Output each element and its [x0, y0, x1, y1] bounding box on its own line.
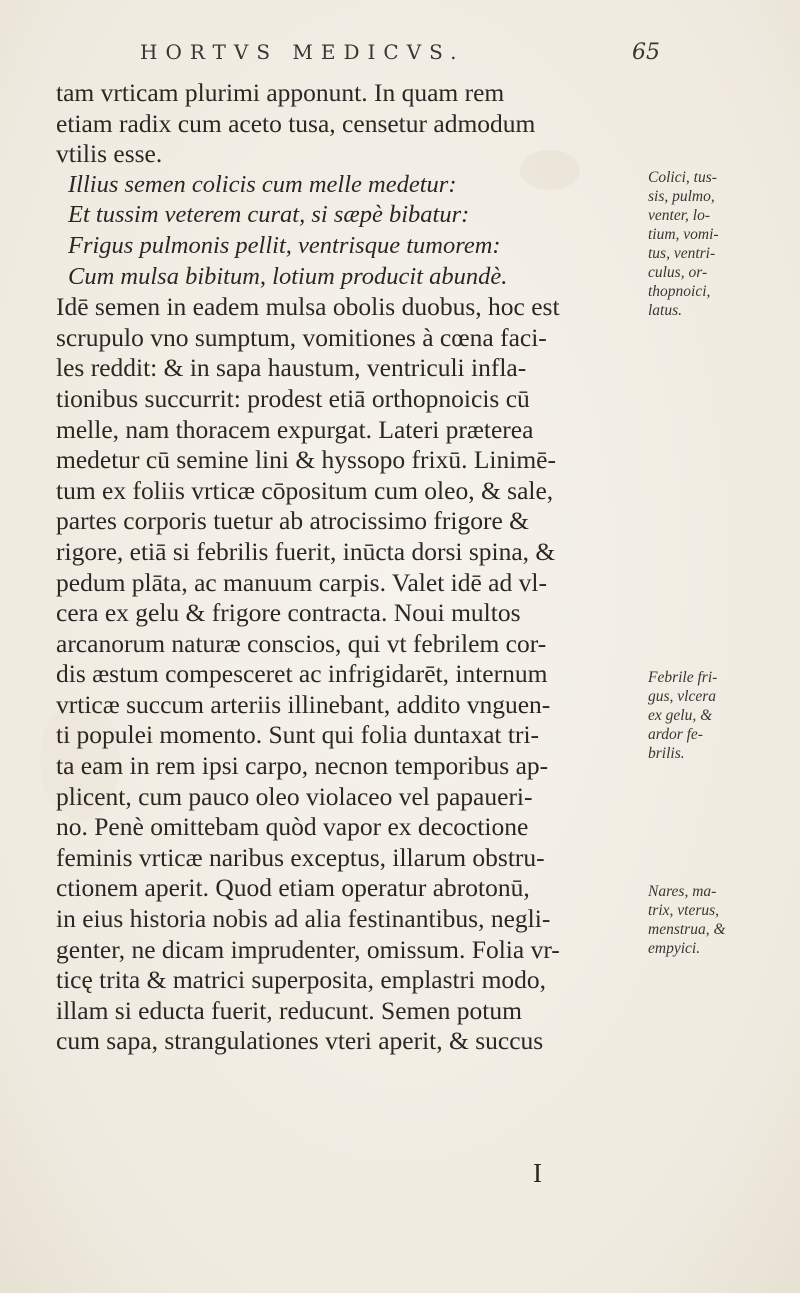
- text-line-20: dis æstum compesceret ac infrigidarēt, internum: [56, 659, 548, 689]
- verse-line-1: Illius semen colicis cum melle medetur:: [68, 170, 457, 198]
- text-line-31: illam si educta fuerit, reducunt. Semen potum: [56, 995, 522, 1025]
- text-line-9: scrupulo vno sumptum, vomitiones à cœna faci-: [56, 322, 547, 352]
- text-line-21: vrticæ succum arteriis illinebant, addito vnguen-: [56, 689, 551, 719]
- running-head: HORTVS MEDICVS.: [140, 40, 465, 64]
- marginal-note-colici: [648, 168, 788, 320]
- text-line-32: cum sapa, strangulationes vteri aperit, & succus: [56, 1026, 544, 1056]
- marginal-line: empyici.: [648, 940, 701, 957]
- marginal-line: sis, pulmo,: [648, 188, 715, 205]
- text-line-15: partes corporis tuetur ab atrocissimo frigore &: [56, 506, 530, 536]
- text-line-10: les reddit: & in sapa haustum, ventriculi infla-: [56, 353, 527, 383]
- text-line-1: tam vrticam plurimi apponunt. In quam rem: [56, 78, 505, 107]
- marginal-line: menstrua, &: [648, 921, 726, 938]
- text-line-3: vtilis esse.: [56, 139, 163, 169]
- marginal-line: brilis.: [648, 745, 685, 762]
- text-line-11: tionibus succurrit: prodest etiā orthopnoicis cū: [56, 383, 530, 413]
- marginal-line: gus, vlcera: [648, 688, 717, 705]
- marginal-note-nares: [648, 882, 788, 958]
- text-line-22: ti populei momento. Sunt qui folia duntaxat tri-: [56, 720, 540, 750]
- marginal-line: latus.: [648, 302, 683, 319]
- text-line-27: ctionem aperit. Quod etiam operatur abrotonū,: [56, 873, 530, 903]
- marginal-line: Nares, ma-: [648, 883, 717, 900]
- text-line-14: tum ex foliis vrticæ cōpositum cum oleo, & sale,: [56, 475, 554, 505]
- marginal-line: thopnoici,: [648, 283, 711, 300]
- text-line-19: arcanorum naturæ conscios, qui vt febrilem cor-: [56, 628, 547, 658]
- marginal-line: venter, lo-: [648, 207, 710, 224]
- marginal-line: tium, vomi-: [648, 226, 719, 243]
- text-line-17: pedum plāta, ac manuum carpis. Valet idē ad vl-: [56, 567, 547, 597]
- marginal-line: tus, ventri-: [648, 245, 716, 262]
- marginal-line: culus, or-: [648, 264, 708, 281]
- main-text-block: [56, 78, 620, 1057]
- page-number: 65: [632, 40, 660, 65]
- text-line-8: Idē semen in eadem mulsa obolis duobus, hoc est: [56, 292, 560, 322]
- signature-mark: I: [533, 1158, 542, 1188]
- text-line-13: medetur cū semine lini & hyssopo frixū. Linimē-: [56, 445, 556, 475]
- marginal-line: ex gelu, &: [648, 707, 713, 724]
- text-line-25: no. Penè omittebam quòd vapor ex decoctione: [56, 812, 529, 842]
- text-line-29: genter, ne dicam imprudenter, omissum. Folia vr-: [56, 934, 560, 964]
- text-line-26: feminis vrticæ naribus exceptus, illarum obstru-: [56, 842, 545, 872]
- text-line-23: ta eam in rem ipsi carpo, necnon temporibus ap-: [56, 751, 549, 781]
- marginal-line: trix, vterus,: [648, 902, 720, 919]
- marginal-line: Febrile fri-: [648, 669, 718, 686]
- text-line-18: cera ex gelu & frigore contracta. Noui multos: [56, 598, 521, 628]
- text-line-12: melle, nam thoracem expurgat. Lateri præterea: [56, 414, 534, 444]
- text-line-30: ticę trita & matrici superposita, emplastri modo,: [56, 965, 547, 995]
- marginal-line: Colici, tus-: [648, 169, 717, 186]
- text-line-24: plicent, cum pauco oleo violaceo vel papaueri-: [56, 781, 533, 811]
- text-line-16: rigore, etiā si febrilis fuerit, inūcta dorsi spina, &: [56, 536, 556, 566]
- text-line-28: in eius historia nobis ad alia festinantibus, negli-: [56, 904, 551, 934]
- marginal-note-febrile: [648, 668, 788, 763]
- verse-line-2: Et tussim veterem curat, si sæpè bibatur:: [68, 201, 470, 229]
- verse-line-3: Frigus pulmonis pellit, ventrisque tumorem:: [68, 231, 501, 259]
- marginal-line: ardor fe-: [648, 726, 703, 743]
- text-line-2: etiam radix cum aceto tusa, censetur admodum: [56, 108, 536, 138]
- verse-line-4: Cum mulsa bibitum, lotium producit abundè.: [68, 262, 508, 290]
